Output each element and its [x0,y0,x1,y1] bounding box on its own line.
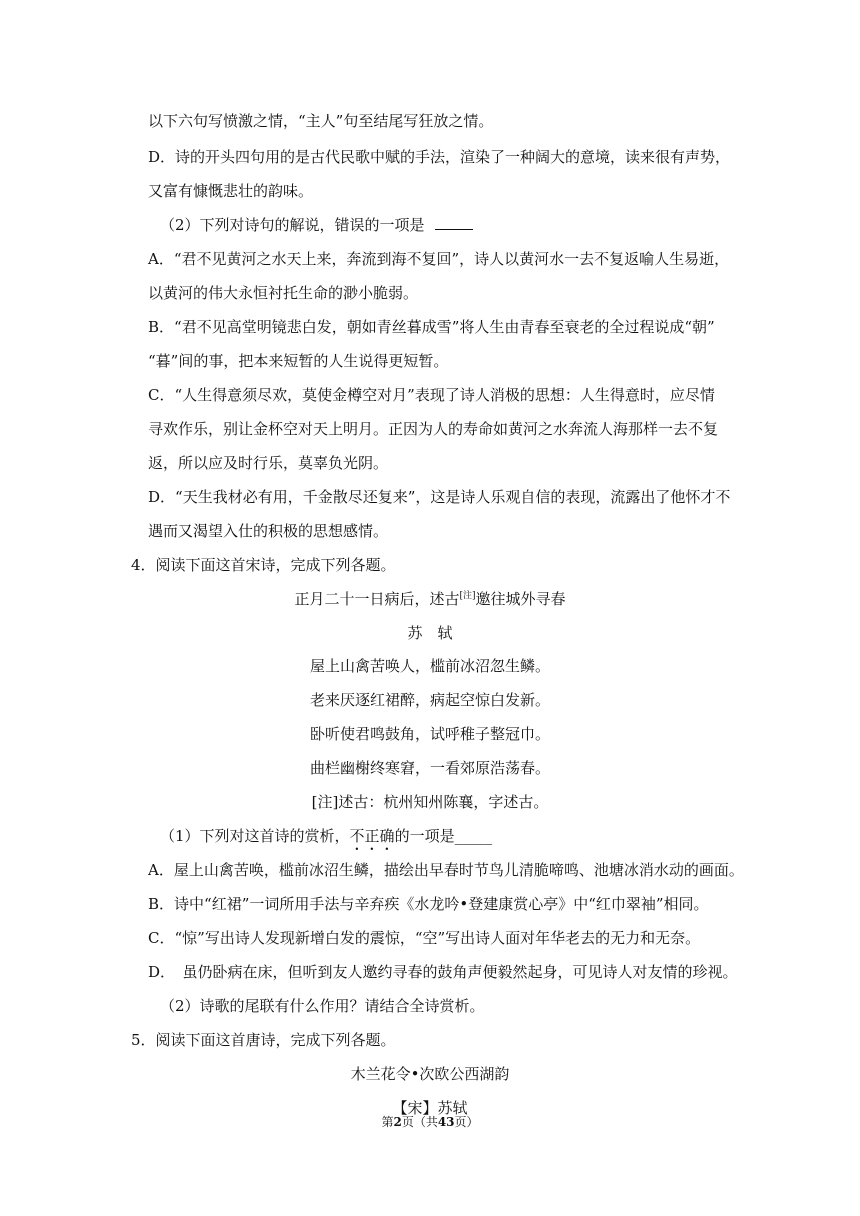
q4-option-d: D． 虽仍卧病在床，但听到友人邀约寻春的鼓角声便毅然起身，可见诗人对友情的珍视。 [148,963,738,981]
option-d-line-2: 又富有慷慨悲壮的韵味。 [148,182,314,200]
poem-line-3: 卧听使君鸣鼓角，试呼稚子整冠巾。 [309,725,550,743]
option-c-line-1: C．“人生得意须尽欢，莫使金樽空对月”表现了诗人消极的思想：人生得意时，应尽情 [148,386,715,404]
poem-title-post: 邀往城外寻春 [475,590,566,608]
poem-footnote: [注]述古：杭州知州陈襄，字述古。 [311,793,549,811]
option-b-line-2: “暮”间的事，把本来短暂的人生说得更短暂。 [148,352,449,370]
footnote-marker: [注] [459,591,476,601]
q5-poem-title: 木兰花令•次欧公西湖韵 [350,1065,510,1083]
sub-question-1-pre: （1）下列对这首诗的赏析， [160,827,350,845]
poem-line-4: 曲栏幽榭终寒窘，一看郊原浩荡春。 [309,759,550,777]
option-a-line-1: A．“君不见黄河之水天上来，奔流到海不复回”，诗人以黄河水一去不复返喻人生易逝， [148,250,730,268]
answer-blank: _____ [454,827,493,845]
poem-title-pre: 正月二十一日病后，述古 [294,590,460,608]
option-a-line-2: 以黄河的伟大永恒衬托生命的渺小脆弱。 [148,284,419,302]
q4-option-b: B．诗中“红裙”一词所用手法与辛弃疾《水龙吟•登建康赏心亭》中“红巾翠袖”相同。 [148,895,709,913]
footer-page-number: 2 [393,1115,402,1129]
poem-line-2: 老来厌逐红裙醉，病起空惊白发新。 [309,691,550,709]
q5-poem-author: 【宋】苏轼 [392,1099,468,1117]
sub-question-1 [160,826,492,854]
option-c-line-3: 返，所以应及时行乐，莫辜负光阴。 [148,454,389,472]
footer-pre: 第 [381,1115,394,1129]
sub-question-1-post: 的一项是 [394,827,455,845]
footer-mid: 页（共 [401,1115,438,1129]
poem-line-1: 屋上山禽苦唤人，槛前冰沼忽生鳞。 [309,657,550,675]
option-c-line-2: 寻欢作乐，别让金杯空对天上明月。正因为人的寿命如黄河之水奔流人海那样一去不复 [148,420,719,438]
option-d-line-1: D．诗的开头四句用的是古代民歌中赋的手法，渲染了一种阔大的意境，读来很有声势， [148,148,731,166]
paragraph-line: 以下六句写愤激之情，“主人”句至结尾写狂放之情。 [148,112,494,130]
option-b-line-1: B．“君不见高堂明镜悲白发，朝如青丝暮成雪”将人生由青春至衰老的全过程说成“朝” [148,318,715,336]
question-5-stem: 5．阅读下面这首唐诗，完成下列各题。 [131,1031,396,1049]
footer-post: 页） [454,1115,479,1129]
answer-blank [435,215,473,230]
option-d2-line-2: 遇而又渴望入仕的积极的思想感情。 [148,522,389,540]
sub-question-2-q4: （2）诗歌的尾联有什么作用？请结合全诗赏析。 [160,997,485,1015]
page-footer [0,1114,860,1130]
q4-option-a: A．屋上山禽苦唤，槛前冰沼生鳞，描绘出早春时节鸟儿清脆啼鸣、池塘冰消水动的画面。 [148,861,744,879]
footer-total-pages: 43 [437,1115,455,1129]
poem-author: 苏 轼 [407,624,453,642]
emphasis-text: 不正确 [349,827,395,845]
q4-option-c: C．“惊”写出诗人发现新增白发的震惊，“空”写出诗人面对年华老去的无力和无奈。 [148,929,701,947]
sub-question-2-text: （2）下列对诗句的解说，错误的一项是 [160,216,425,234]
option-d2-line-1: D．“天生我材必有用，千金散尽还复来”，这是诗人乐观自信的表现，流露出了他怀才不 [148,488,731,506]
poem-title [0,589,860,609]
sub-question-2 [160,215,473,235]
question-4-stem: 4．阅读下面这首宋诗，完成下列各题。 [131,556,396,574]
